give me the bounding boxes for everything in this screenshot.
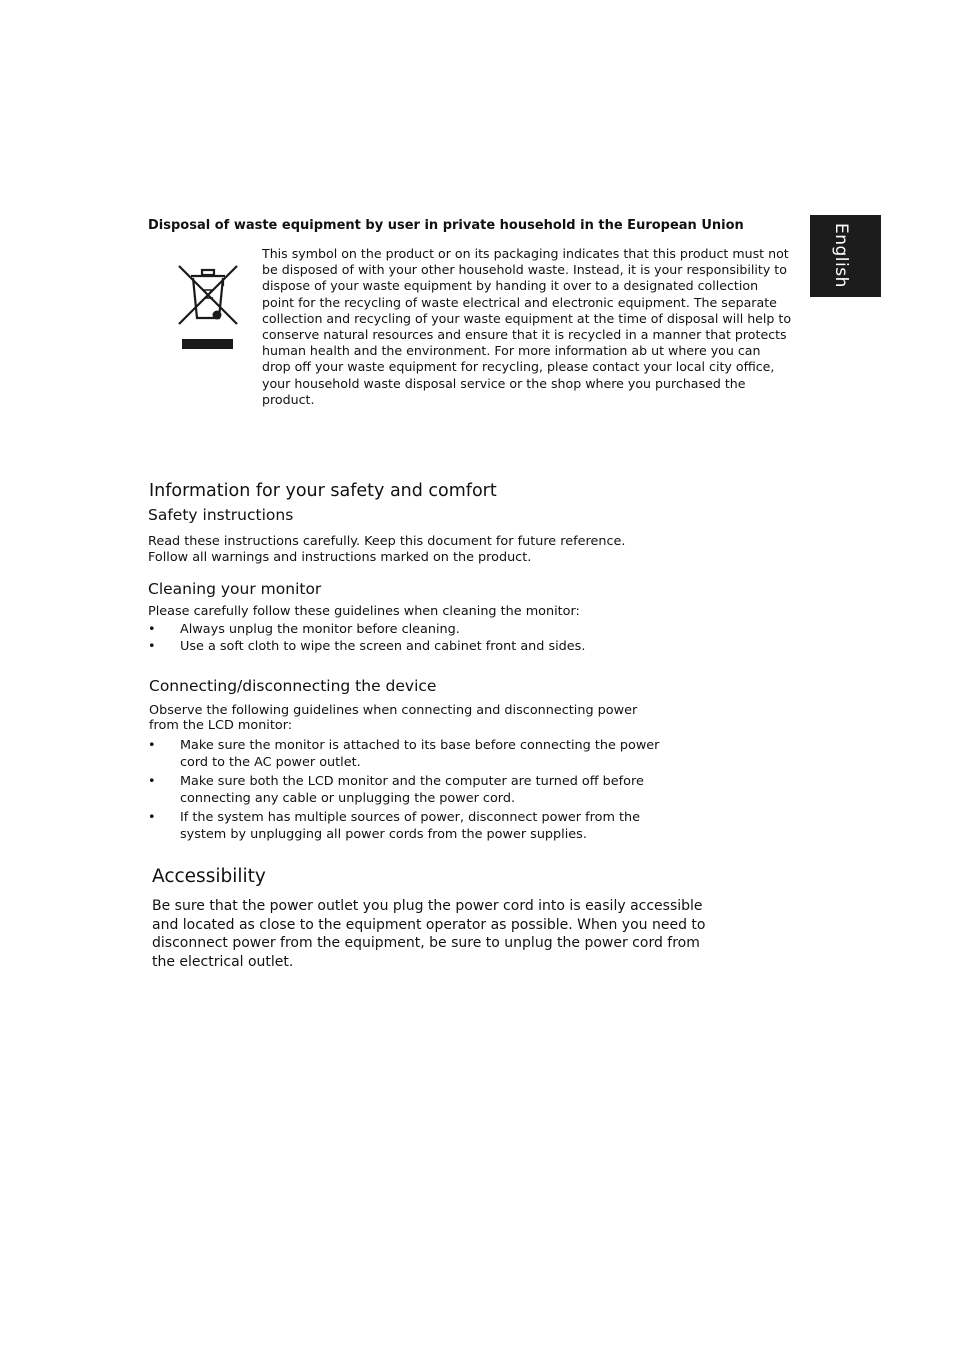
connecting-intro-line-2: from the LCD monitor: bbox=[149, 718, 293, 733]
connecting-intro-line-1: Observe the following guidelines when connecting and disconnecting power bbox=[149, 703, 638, 718]
list-item bbox=[148, 638, 585, 655]
language-tab bbox=[810, 215, 881, 297]
crossed-out-wheelie-bin-icon bbox=[176, 262, 240, 352]
safety-instructions-line-1: Read these instructions carefully. Keep this document for future reference. bbox=[148, 534, 626, 549]
bullet-icon: • bbox=[148, 622, 156, 637]
list-item-text: If the system has multiple sources of power, disconnect power from the system by unplugging all power cords from the power supplies. bbox=[180, 810, 640, 842]
safety-instructions-line-2: Follow all warnings and instructions marked on the product. bbox=[148, 550, 532, 565]
list-item-text: Always unplug the monitor before cleaning. bbox=[180, 622, 460, 637]
page-title: Information for your safety and comfort bbox=[149, 481, 497, 501]
safety-instructions-heading: Safety instructions bbox=[148, 506, 294, 524]
list-item bbox=[148, 809, 680, 843]
bullet-icon: • bbox=[148, 639, 156, 654]
list-item bbox=[148, 737, 680, 771]
connecting-heading: Connecting/disconnecting the device bbox=[149, 677, 437, 695]
accessibility-text: Be sure that the power outlet you plug the power cord into is easily accessible and located as close to the equipment operator as possible. When you need to disconnect power from the equipment, be sure to unplug the power cord from the electrical outlet. bbox=[152, 898, 706, 970]
connecting-list bbox=[148, 737, 680, 845]
cleaning-heading: Cleaning your monitor bbox=[148, 580, 322, 598]
list-item-text: Make sure the monitor is attached to its base before connecting the power cord to the AC power outlet. bbox=[180, 738, 660, 770]
weee-section-title: Disposal of waste equipment by user in private household in the European Union bbox=[148, 218, 744, 233]
list-item bbox=[148, 621, 585, 638]
accessibility-heading: Accessibility bbox=[152, 866, 266, 887]
list-item-text: Use a soft cloth to wipe the screen and cabinet front and sides. bbox=[180, 639, 586, 654]
cleaning-list bbox=[148, 621, 585, 655]
language-tab-label: English bbox=[831, 223, 851, 288]
bullet-icon: • bbox=[148, 738, 156, 753]
bullet-icon: • bbox=[148, 810, 156, 825]
list-item bbox=[148, 773, 680, 807]
bullet-icon: • bbox=[148, 774, 156, 789]
list-item-text: Make sure both the LCD monitor and the computer are turned off before connecting any cable or unplugging the power cord. bbox=[180, 774, 644, 806]
weee-description: This symbol on the product or on its packaging indicates that this product must not be disposed of with your other household waste. Instead, it is your responsibility to dispose of your waste equipment by handing it over to a designated collection point for the recycling of waste electrical and electronic equipment. The separate collection and recycling of your waste equipment at the time of disposal will help to conserve natural resources and ensure that it is recycled in a manner that protects human health and the environment. For more information ab ut where you can drop off your waste equipment for recycling, please contact your local city office, your household waste disposal service or the shop where you purchased the product. bbox=[262, 246, 792, 407]
cleaning-intro: Please carefully follow these guidelines when cleaning the monitor: bbox=[148, 604, 580, 619]
